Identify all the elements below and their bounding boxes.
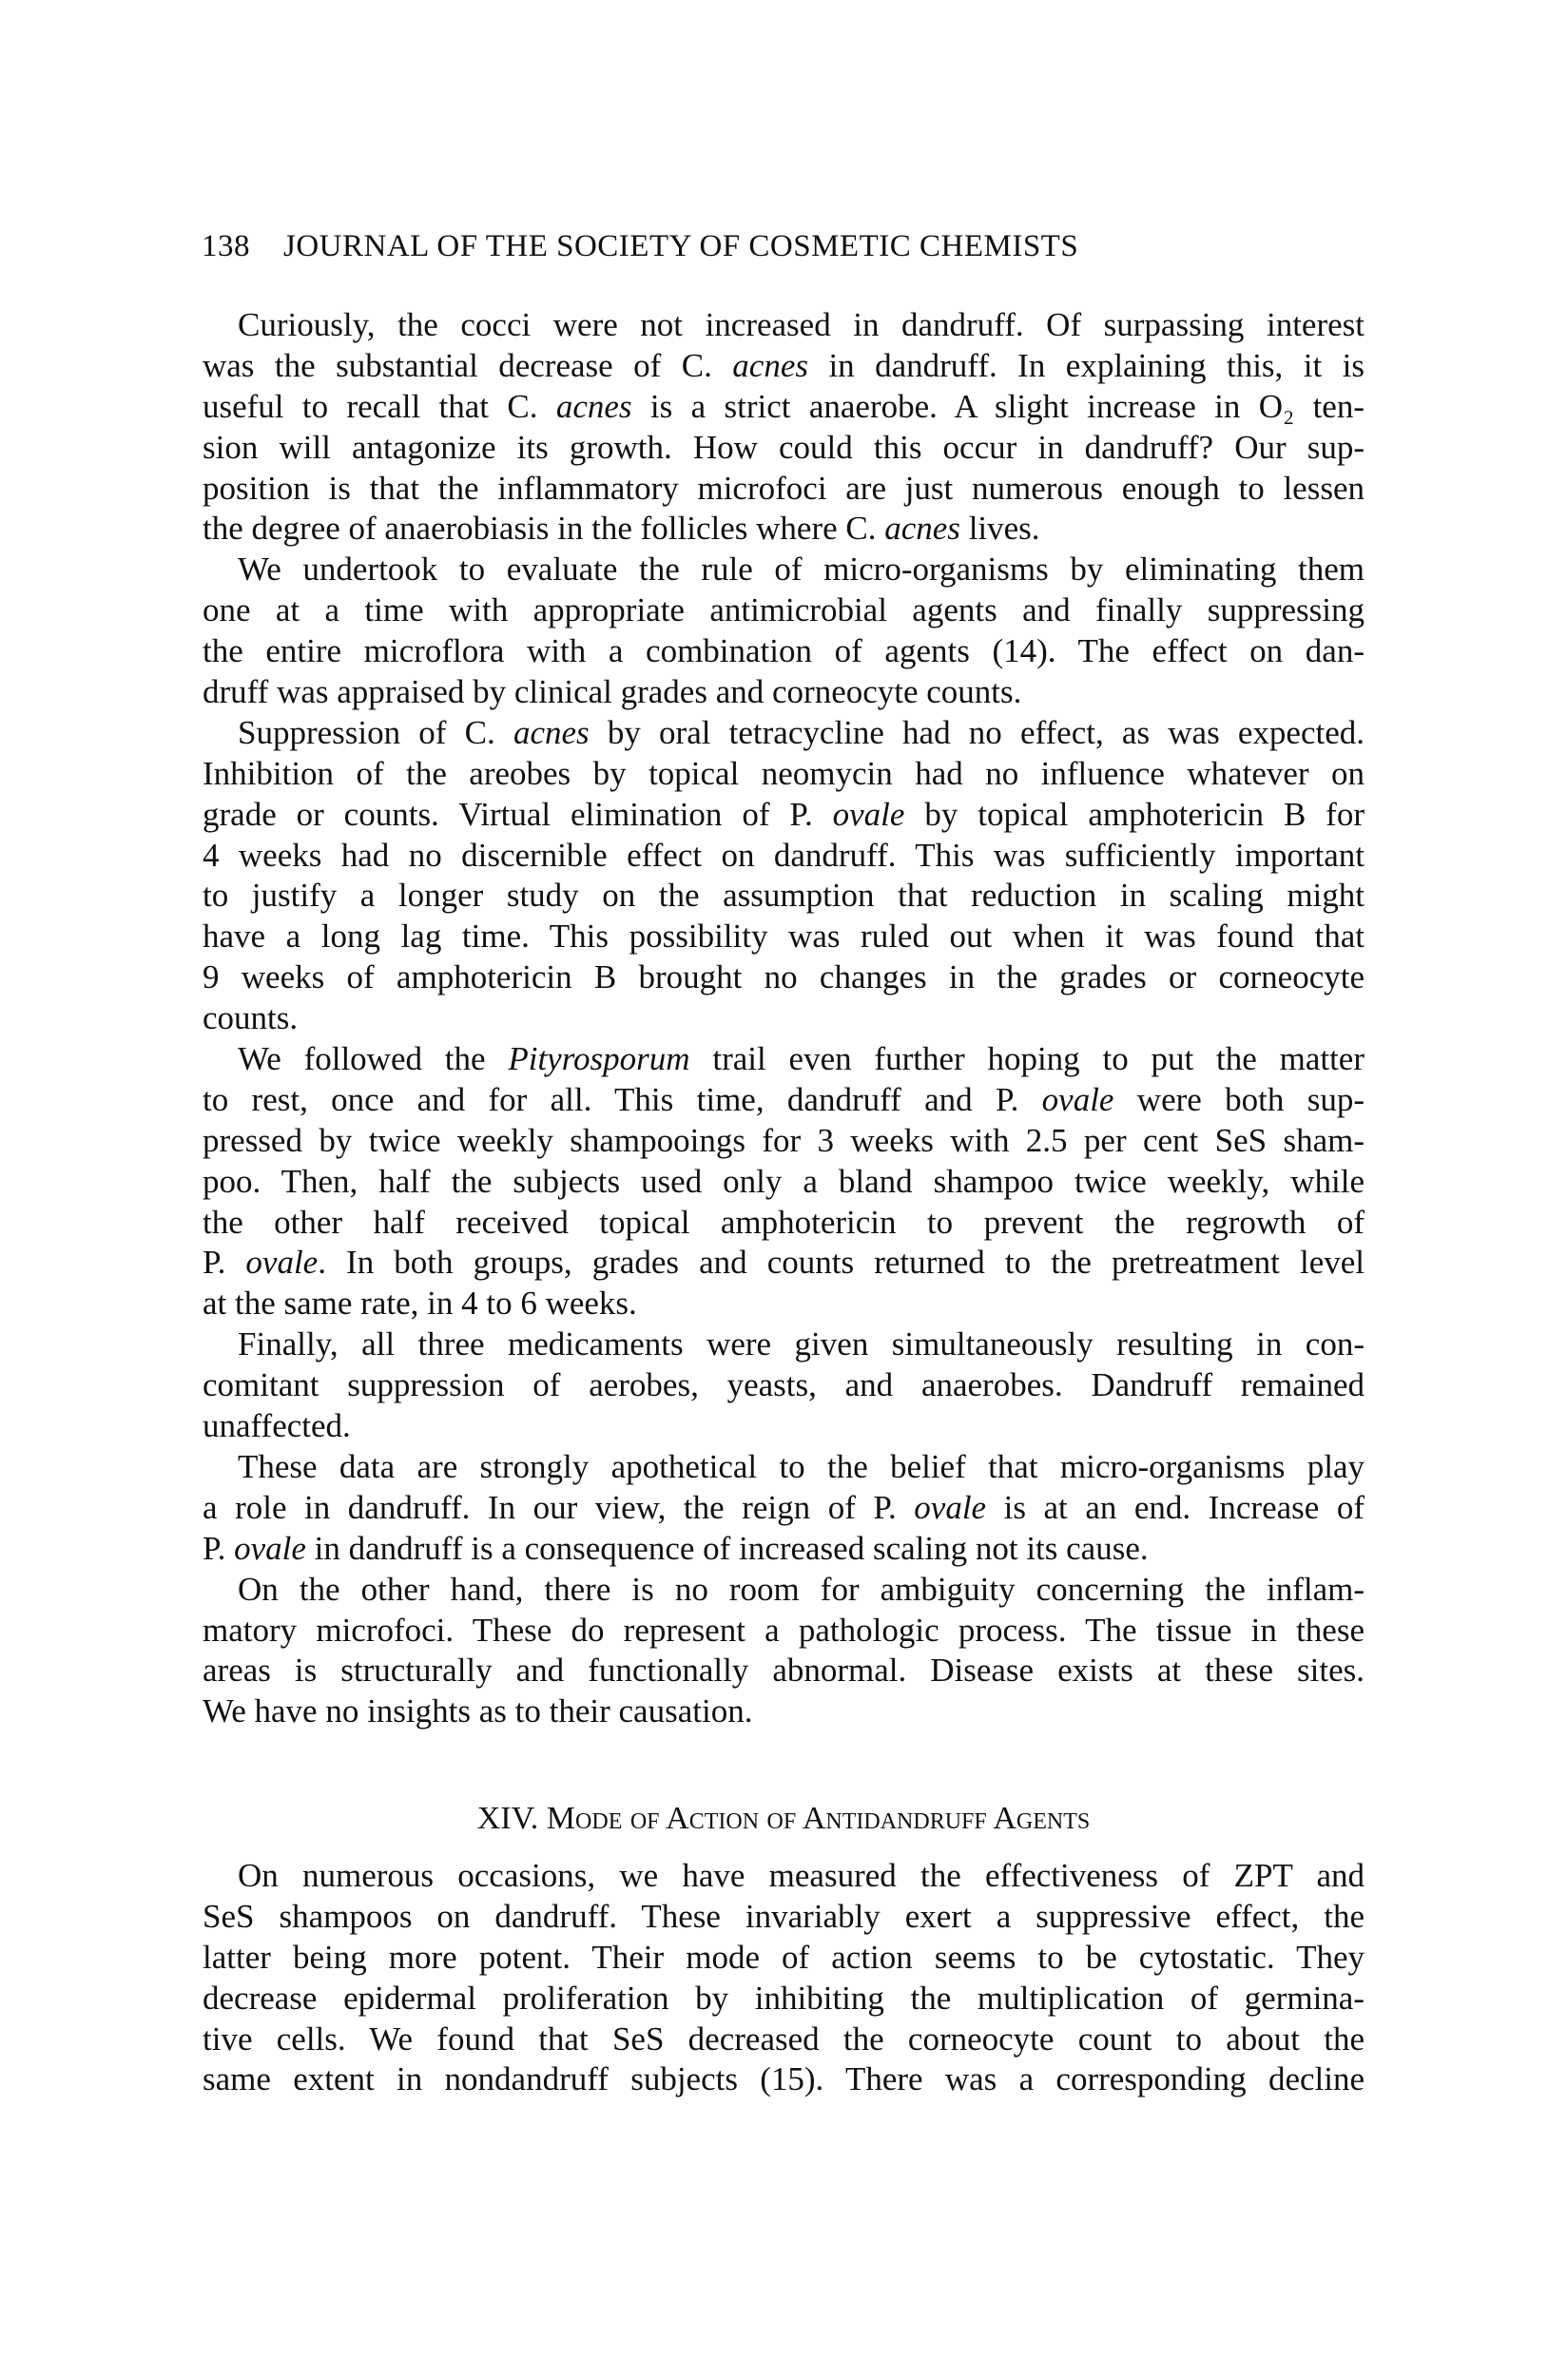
- text-line: [203, 713, 1365, 754]
- text-run: at the same rate, in 4 to 6 weeks.: [203, 1285, 637, 1323]
- italic-term: ovale: [234, 1529, 306, 1567]
- text-run: druff was appraised by clinical grades and corneocyte counts.: [203, 673, 1022, 711]
- text-run: tive cells. We found that SeS decreased the corneocyte count to about the: [203, 2020, 1365, 2058]
- text-run: the entire microflora with a combination of agents (14). The effect on dan-: [203, 632, 1365, 670]
- italic-term: ovale: [1041, 1080, 1114, 1118]
- italic-term: ovale: [832, 795, 905, 833]
- text-run: in dandruff is a consequence of increased scaling not its cause.: [305, 1529, 1149, 1567]
- text-run: the other half received topical amphotericin to prevent the regrowth of: [203, 1203, 1365, 1241]
- paragraph: [203, 1324, 1365, 1447]
- text-line: [203, 387, 1365, 428]
- text-line: [203, 1162, 1365, 1203]
- text-run: These data are strongly apothetical to the belief that micro-organisms play: [238, 1447, 1365, 1485]
- text-line: [203, 346, 1365, 387]
- text-run: grade or counts. Virtual elimination of P.: [203, 795, 833, 833]
- text-line: [203, 672, 1365, 713]
- text-run: is at an end. Increase of: [986, 1488, 1365, 1526]
- text-run: We have no insights as to their causation.: [203, 1692, 753, 1730]
- text-line: [203, 836, 1365, 877]
- text-run: Suppression of C.: [238, 713, 513, 751]
- italic-term: Pityrosporum: [508, 1040, 690, 1078]
- text-run: matory microfoci. These do represent a pathologic process. The tissue in these: [203, 1611, 1365, 1649]
- text-line: [203, 795, 1365, 836]
- text-run: . In both groups, grades and counts returned to the pretreatment level: [318, 1244, 1365, 1282]
- text-run: one at a time with appropriate antimicrobial agents and finally suppressing: [203, 591, 1365, 629]
- text-run: P.: [203, 1529, 235, 1567]
- text-run: in dandruff. In explaining this, it is: [808, 346, 1365, 384]
- text-run: a role in dandruff. In our view, the reign of P.: [203, 1488, 915, 1526]
- text-line: [203, 1488, 1365, 1529]
- text-run: poo. Then, half the subjects used only a bland shampoo twice weekly, while: [203, 1162, 1365, 1200]
- text-line: [203, 305, 1365, 346]
- text-run: by topical amphotericin B for: [904, 795, 1365, 833]
- text-run: the degree of anaerobiasis in the follicles where C.: [203, 510, 885, 548]
- body-text: [203, 305, 1365, 1732]
- text-run: On the other hand, there is no room for ambiguity concerning the inflam-: [238, 1570, 1365, 1608]
- text-line: [203, 550, 1365, 590]
- text-line: [203, 1121, 1365, 1162]
- text-line: [203, 1284, 1365, 1324]
- running-title: JOURNAL OF THE SOCIETY OF COSMETIC CHEMISTS: [283, 229, 1079, 263]
- text-line: [203, 1856, 1365, 1897]
- text-run: 9 weeks of amphotericin B brought no changes in the grades or corneocyte: [203, 958, 1365, 996]
- text-line: [203, 1691, 1365, 1732]
- text-line: [203, 1979, 1365, 2020]
- text-run: position is that the inflammatory microfoci are just numerous enough to lessen: [203, 469, 1365, 507]
- paragraph: [203, 1039, 1365, 1324]
- text-line: [203, 2059, 1365, 2100]
- text-line: [203, 917, 1365, 957]
- text-line: [203, 2020, 1365, 2060]
- text-line: [203, 428, 1365, 469]
- text-run: decrease epidermal proliferation by inhibiting the multiplication of germina-: [203, 1979, 1365, 2017]
- text-run: latter being more potent. Their mode of action seems to be cytostatic. They: [203, 1938, 1365, 1976]
- text-run: useful to recall that C.: [203, 387, 556, 425]
- paragraph: [203, 550, 1365, 713]
- text-line: [203, 1406, 1365, 1447]
- paragraph: [203, 1447, 1365, 1570]
- text-run: We undertook to evaluate the rule of micro-organisms by eliminating them: [238, 551, 1365, 589]
- text-run: by oral tetracycline had no effect, as was expected.: [589, 713, 1365, 751]
- text-run: trail even further hoping to put the matter: [689, 1040, 1365, 1078]
- text-run: were both sup-: [1113, 1080, 1365, 1118]
- text-run: Curiously, the cocci were not increased in dandruff. Of surpassing interest: [238, 306, 1365, 343]
- text-run: comitant suppression of aerobes, yeasts, and anaerobes. Dandruff remained: [203, 1366, 1365, 1404]
- text-line: [203, 957, 1365, 998]
- text-run: is a strict anaerobe. A slight increase in O₂ ten-: [631, 387, 1365, 425]
- paragraph: [203, 305, 1365, 550]
- text-line: [203, 631, 1365, 672]
- section-heading: XIV. Mode of Action of Antidandruff Agents: [476, 1801, 1091, 1836]
- text-line: [203, 1570, 1365, 1611]
- text-run: sion will antagonize its growth. How could this occur in dandruff? Our sup-: [203, 428, 1365, 466]
- italic-term: ovale: [245, 1244, 319, 1282]
- text-run: unaffected.: [203, 1407, 351, 1445]
- text-line: [203, 876, 1365, 917]
- text-run: lives.: [959, 510, 1040, 548]
- text-line: [203, 1039, 1365, 1080]
- text-line: [203, 998, 1365, 1039]
- text-line: [203, 590, 1365, 631]
- text-run: pressed by twice weekly shampooings for 3 weeks with 2.5 per cent SeS sham-: [203, 1121, 1365, 1159]
- text-run: areas is structurally and functionally abnormal. Disease exists at these sites.: [203, 1652, 1365, 1690]
- text-line: [203, 1203, 1365, 1244]
- text-line: [203, 1938, 1365, 1979]
- text-run: have a long lag time. This possibility was ruled out when it was found that: [203, 918, 1365, 956]
- text-line: [203, 509, 1365, 550]
- text-run: was the substantial decrease of C.: [203, 346, 733, 384]
- text-line: [203, 1611, 1365, 1652]
- text-line: [203, 1651, 1365, 1691]
- text-run: We followed the: [238, 1040, 509, 1078]
- text-run: to rest, once and for all. This time, dandruff and P.: [203, 1080, 1042, 1118]
- text-line: [203, 1897, 1365, 1938]
- text-run: to justify a longer study on the assumption that reduction in scaling might: [203, 877, 1365, 915]
- paragraph: [203, 1570, 1365, 1733]
- text-run: counts.: [203, 999, 299, 1037]
- italic-term: acnes: [732, 346, 808, 384]
- page-number: 138: [202, 229, 250, 263]
- text-line: [203, 469, 1365, 510]
- text-line: [203, 1365, 1365, 1406]
- text-run: same extent in nondandruff subjects (15). There was a corresponding decline: [203, 2060, 1365, 2098]
- text-line: [203, 1529, 1365, 1570]
- italic-term: acnes: [884, 510, 960, 548]
- italic-term: acnes: [555, 387, 632, 425]
- text-run: SeS shampoos on dandruff. These invariably exert a suppressive effect, the: [203, 1897, 1365, 1935]
- section-body-text: [203, 1856, 1365, 2100]
- paragraph: [203, 713, 1365, 1039]
- text-run: On numerous occasions, we have measured the effectiveness of ZPT and: [238, 1857, 1365, 1894]
- text-line: [203, 1080, 1365, 1121]
- text-run: 4 weeks had no discernible effect on dandruff. This was sufficiently important: [203, 836, 1365, 874]
- running-header: [202, 224, 1371, 268]
- italic-term: ovale: [914, 1488, 987, 1526]
- paragraph: [203, 1856, 1365, 2100]
- text-line: [203, 754, 1365, 795]
- text-run: P.: [203, 1244, 246, 1282]
- text-line: [203, 1324, 1365, 1365]
- text-run: Inhibition of the areobes by topical neomycin had no influence whatever on: [203, 754, 1365, 792]
- text-line: [203, 1243, 1365, 1284]
- text-line: [203, 1447, 1365, 1488]
- italic-term: acnes: [513, 713, 590, 751]
- text-run: Finally, all three medicaments were given simultaneously resulting in con-: [238, 1325, 1365, 1363]
